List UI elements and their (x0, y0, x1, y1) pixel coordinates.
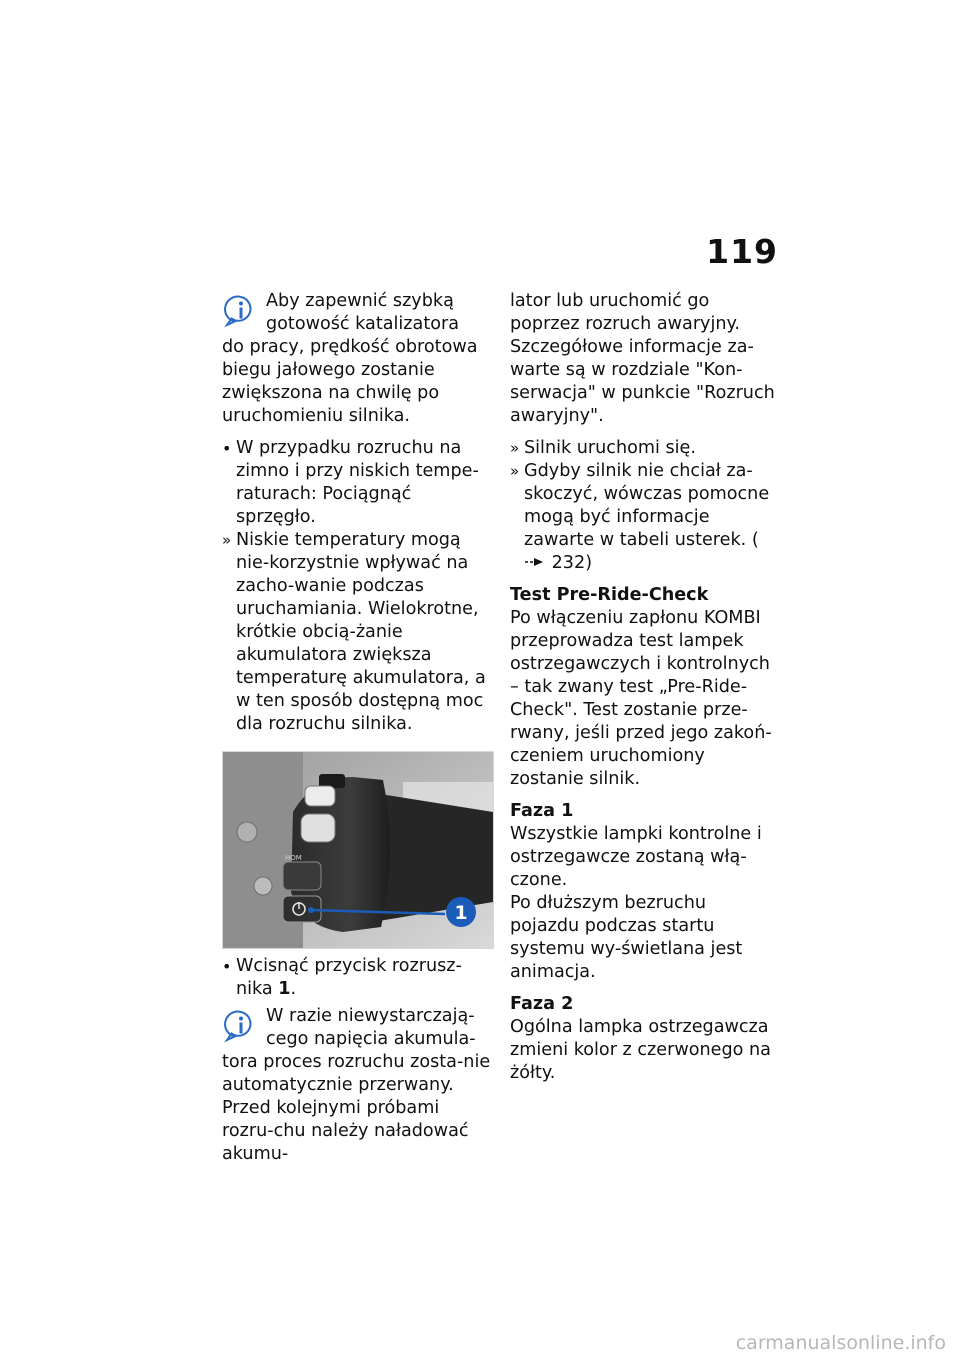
bullet-item (222, 437, 494, 529)
page-reference: 232 (551, 553, 586, 573)
bullet-text: W przypadku rozruchu na zimno i przy niskich tempe-raturach: Pociągnąć sprzęgło. (236, 438, 479, 527)
bullet-text-main: Wcisnąć przycisk rozrusz-nika (236, 956, 462, 999)
note-line: Aby zapewnić szybką (266, 291, 454, 311)
section-text: Po włączeniu zapłonu KOMBI przeprowadza test lampek ostrzegawczych i kontrolnych – tak zwany test „Pre-Ride-Check". Test zostanie prze-rwany, jeśli przed jego zakoń-czeniem uruchomiony zostanie silnik. (510, 608, 772, 789)
note-line: gotowość katalizatora (266, 314, 459, 334)
left-column (222, 290, 494, 1166)
note-text: do pracy, prędkość obrotowa biegu jałowego zostanie zwiększona na chwilę po uruchomieniu silnika. (222, 337, 478, 426)
result-text-end: ) (585, 553, 593, 573)
result-item (510, 437, 780, 460)
bullet-text-end: . (290, 979, 297, 999)
bullet-text (236, 955, 494, 1001)
note-line: W razie niewystarczają- (266, 1006, 475, 1026)
bullet-marker: • (222, 439, 232, 458)
result-text (524, 460, 780, 575)
watermark: carmanualsonline.info (735, 1332, 946, 1354)
result-text: Silnik uruchomi się. (524, 438, 696, 458)
result-marker: » (510, 462, 520, 480)
callout-label: 1 (454, 902, 468, 924)
right-column (510, 290, 780, 1085)
result-marker: » (510, 439, 520, 457)
bullet-item (222, 955, 494, 1001)
result-text-main: Gdyby silnik nie chciał za-skoczyć, wówczas pomocne mogą być informacje zawarte w tabeli usterek. ( (524, 461, 770, 550)
result-item (510, 460, 780, 575)
paragraph: Szczegółowe informacje za-warte są w rozdziale "Kon-serwacja" w punkcie "Rozruch awaryjny". (510, 337, 775, 426)
info-icon (224, 1009, 258, 1043)
handlebar-switch-photo (222, 751, 494, 949)
phase-text: Po dłuższym bezruchu pojazdu podczas startu systemu wy-świetlana jest animacja. (510, 893, 743, 982)
result-item (222, 529, 494, 736)
home-button-label: HOM (285, 854, 302, 862)
page-reference-arrow-icon (524, 556, 546, 568)
info-note-catalyst (222, 290, 494, 428)
phase-heading: Faza 2 (510, 994, 574, 1014)
page-number: 119 (706, 232, 778, 271)
result-marker: » (222, 531, 232, 549)
continuation-text: lator lub uruchomić go poprzez rozruch awaryjny. (510, 291, 740, 334)
callout-reference: 1 (278, 979, 291, 999)
note-text: tora proces rozruchu zosta-nie automatycznie przerwany. Przed kolejnymi próbami rozru-chu należy naładować akumu- (222, 1052, 491, 1164)
phase-heading: Faza 1 (510, 801, 574, 821)
note-line: cego napięcia akumula- (266, 1029, 476, 1049)
phase-text: Ogólna lampka ostrzegawcza zmieni kolor z czerwonego na żółty. (510, 1017, 771, 1083)
info-icon (224, 294, 258, 328)
info-note-battery (222, 1005, 494, 1166)
bullet-marker: • (222, 957, 232, 976)
phase-text: Wszystkie lampki kontrolne i ostrzegawcze zostaną włą-czone. (510, 824, 762, 890)
section-heading: Test Pre-Ride-Check (510, 585, 709, 605)
result-text: Niskie temperatury mogą nie-korzystnie wpływać na zacho-wanie podczas uruchamiania. Wielokrotne, krótkie obcią-żanie akumulatora zwiększa temperaturę akumulatora, a w ten sposób dostępną moc dla rozruchu silnika. (236, 530, 486, 734)
